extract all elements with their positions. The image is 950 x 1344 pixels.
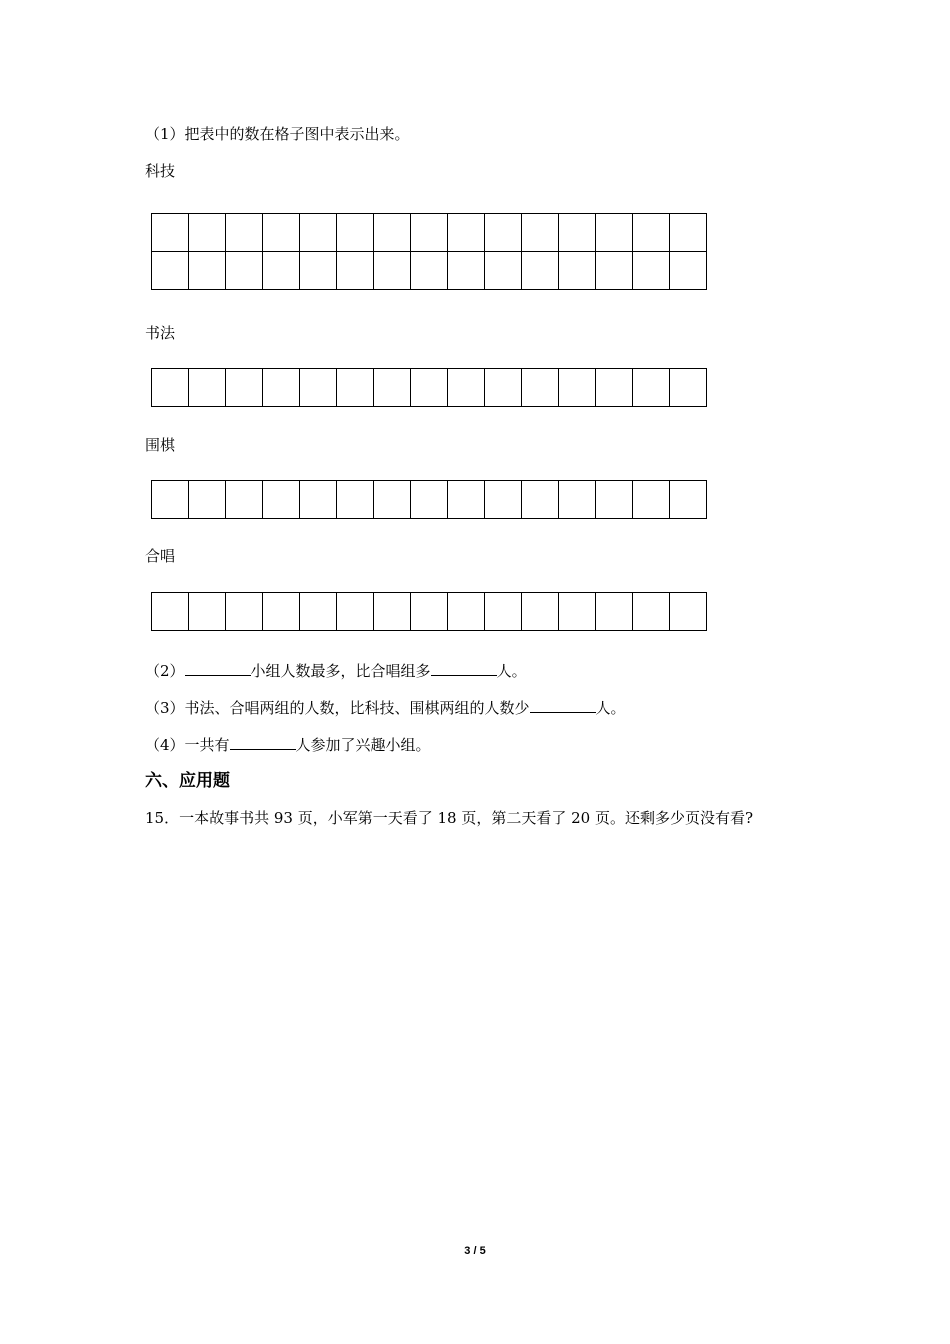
grid-cell[interactable] [263, 214, 300, 252]
grid-cell[interactable] [559, 593, 596, 631]
grid-cell[interactable] [189, 593, 226, 631]
grid-cell[interactable] [374, 369, 411, 407]
grid-calligraphy[interactable] [151, 368, 707, 407]
question-4-prefix: （4）一共有 [145, 736, 230, 754]
grid-cell[interactable] [189, 252, 226, 290]
grid-cell[interactable] [559, 481, 596, 519]
grid-cell[interactable] [263, 593, 300, 631]
grid-row [152, 369, 707, 407]
grid-cell[interactable] [485, 214, 522, 252]
grid-science[interactable] [151, 213, 707, 290]
grid-label-science: 科技 [145, 162, 176, 180]
grid-cell[interactable] [337, 593, 374, 631]
grid-cell[interactable] [522, 481, 559, 519]
grid-cell[interactable] [522, 214, 559, 252]
grid-cell[interactable] [411, 369, 448, 407]
grid-cell[interactable] [411, 214, 448, 252]
grid-row [152, 214, 707, 252]
grid-cell[interactable] [152, 481, 189, 519]
grid-cell[interactable] [226, 252, 263, 290]
grid-chorus[interactable] [151, 592, 707, 631]
grid-cell[interactable] [226, 593, 263, 631]
grid-go[interactable] [151, 480, 707, 519]
grid-cell[interactable] [152, 214, 189, 252]
grid-cell[interactable] [596, 369, 633, 407]
grid-cell[interactable] [522, 252, 559, 290]
grid-cell[interactable] [670, 593, 707, 631]
grid-cell[interactable] [670, 481, 707, 519]
grid-cell[interactable] [374, 593, 411, 631]
question-3 [145, 697, 626, 718]
grid-cell[interactable] [300, 481, 337, 519]
grid-cell[interactable] [633, 593, 670, 631]
question-4-suffix: 人参加了兴趣小组。 [295, 736, 431, 754]
grid-cell[interactable] [485, 481, 522, 519]
grid-cell[interactable] [596, 593, 633, 631]
grid-cell[interactable] [596, 481, 633, 519]
question-3-suffix: 人。 [595, 699, 626, 717]
grid-cell[interactable] [263, 369, 300, 407]
grid-cell[interactable] [189, 369, 226, 407]
grid-cell[interactable] [152, 252, 189, 290]
page-number: 3 / 5 [464, 1245, 486, 1257]
grid-cell[interactable] [411, 593, 448, 631]
grid-cell[interactable] [485, 369, 522, 407]
question-2 [145, 660, 527, 681]
grid-cell[interactable] [374, 214, 411, 252]
grid-cell[interactable] [633, 481, 670, 519]
grid-row [152, 252, 707, 290]
grid-cell[interactable] [522, 369, 559, 407]
grid-cell[interactable] [448, 481, 485, 519]
grid-cell[interactable] [337, 481, 374, 519]
grid-cell[interactable] [300, 252, 337, 290]
grid-cell[interactable] [263, 481, 300, 519]
grid-cell[interactable] [226, 214, 263, 252]
grid-cell[interactable] [559, 369, 596, 407]
grid-row [152, 593, 707, 631]
grid-label-go: 围棋 [145, 436, 176, 454]
grid-cell[interactable] [152, 369, 189, 407]
grid-cell[interactable] [411, 481, 448, 519]
grid-cell[interactable] [337, 369, 374, 407]
grid-cell[interactable] [633, 252, 670, 290]
grid-cell[interactable] [263, 252, 300, 290]
grid-label-chorus: 合唱 [145, 547, 176, 565]
grid-cell[interactable] [596, 252, 633, 290]
grid-cell[interactable] [300, 593, 337, 631]
grid-cell[interactable] [596, 214, 633, 252]
grid-label-calligraphy: 书法 [145, 324, 176, 342]
question-2-middle: 小组人数最多，比合唱组多 [250, 662, 431, 680]
grid-cell[interactable] [448, 252, 485, 290]
grid-cell[interactable] [226, 481, 263, 519]
grid-cell[interactable] [189, 481, 226, 519]
grid-cell[interactable] [300, 369, 337, 407]
question-2-prefix: （2） [145, 662, 185, 680]
grid-cell[interactable] [337, 214, 374, 252]
question-4 [145, 734, 431, 755]
grid-cell[interactable] [448, 593, 485, 631]
question-15: 15．一本故事书共 93 页，小军第一天看了 18 页，第二天看了 20 页。还剩多少页没有看? [145, 809, 754, 827]
grid-cell[interactable] [633, 214, 670, 252]
grid-cell[interactable] [559, 252, 596, 290]
grid-cell[interactable] [633, 369, 670, 407]
answer-blank[interactable] [431, 660, 497, 676]
grid-cell[interactable] [411, 252, 448, 290]
answer-blank[interactable] [230, 734, 296, 750]
question-1-instruction: （1）把表中的数在格子图中表示出来。 [145, 125, 410, 143]
grid-cell[interactable] [448, 369, 485, 407]
grid-cell[interactable] [300, 214, 337, 252]
grid-cell[interactable] [559, 214, 596, 252]
answer-blank[interactable] [530, 697, 596, 713]
grid-cell[interactable] [670, 252, 707, 290]
grid-cell[interactable] [152, 593, 189, 631]
question-2-suffix: 人。 [496, 662, 527, 680]
answer-blank[interactable] [185, 660, 251, 676]
section-heading: 六、应用题 [145, 771, 230, 791]
grid-cell[interactable] [670, 214, 707, 252]
grid-cell[interactable] [670, 369, 707, 407]
grid-cell[interactable] [374, 481, 411, 519]
grid-row [152, 481, 707, 519]
grid-cell[interactable] [448, 214, 485, 252]
question-3-prefix: （3）书法、合唱两组的人数，比科技、围棋两组的人数少 [145, 699, 530, 717]
grid-cell[interactable] [189, 214, 226, 252]
grid-cell[interactable] [374, 252, 411, 290]
grid-cell[interactable] [226, 369, 263, 407]
grid-cell[interactable] [337, 252, 374, 290]
grid-cell[interactable] [522, 593, 559, 631]
grid-cell[interactable] [485, 252, 522, 290]
grid-cell[interactable] [485, 593, 522, 631]
